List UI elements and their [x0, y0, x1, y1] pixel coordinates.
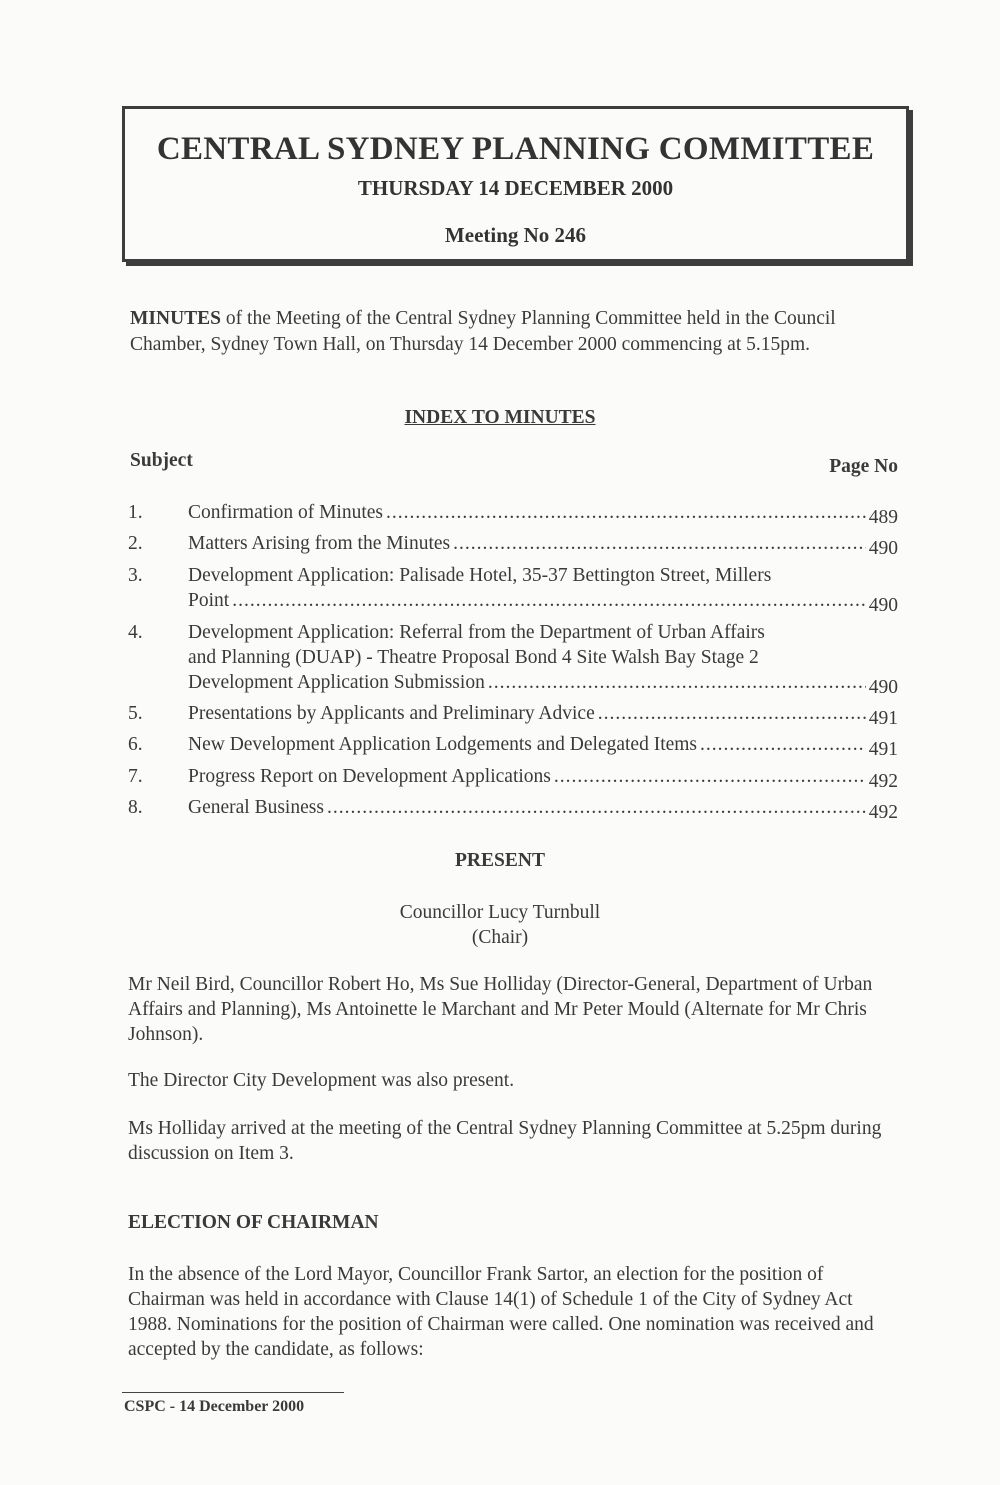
- intro-text: of the Meeting of the Central Sydney Planning Committee held in the Council Chamber, Sydney Town Hall, on Thursday 14 December 2000 commencing at 5.15pm.: [130, 308, 836, 355]
- index-item: [128, 701, 898, 729]
- index-item-page: 490: [868, 595, 898, 616]
- document-title: CENTRAL SYDNEY PLANNING COMMITTEE: [156, 131, 875, 167]
- index-heading-text: INDEX TO MINUTES: [404, 407, 596, 428]
- index-item-final-line: [188, 588, 898, 616]
- index-item-label: Presentations by Applicants and Preliminary Advice: [188, 703, 595, 724]
- index-item-page: 492: [868, 771, 898, 792]
- dot-leader: [488, 670, 866, 695]
- dot-leader: [598, 701, 866, 726]
- index-item-page: 492: [868, 802, 898, 823]
- index-item: [128, 500, 898, 528]
- index-item-number: 5.: [128, 703, 143, 724]
- title-box: [122, 106, 909, 262]
- arrival-paragraph: Ms Holliday arrived at the meeting of the Central Sydney Planning Committee at 5.25pm during discussion on Item 3.: [128, 1118, 882, 1164]
- index-item-label: Point: [188, 590, 230, 611]
- index-item-text: [188, 764, 898, 792]
- index-item-page: 491: [868, 708, 898, 729]
- index-item-label: Confirmation of Minutes: [188, 502, 383, 523]
- index-item-label: New Development Application Lodgements and Delegated Items: [188, 734, 698, 755]
- index-item-line: Development Application: Palisade Hotel, 35-37 Bettington Street, Millers: [188, 565, 772, 586]
- index-item-number: 7.: [128, 766, 143, 787]
- meeting-date: THURSDAY 14 DECEMBER 2000: [357, 176, 674, 200]
- index-item-page: 490: [868, 677, 898, 698]
- index-item-label: Matters Arising from the Minutes: [188, 533, 451, 554]
- index-item: [128, 563, 898, 616]
- index-item-final-line: [188, 531, 898, 559]
- index-item-label: Progress Report on Development Applications: [188, 766, 551, 787]
- index-item-number: 3.: [128, 565, 143, 586]
- members-paragraph: Mr Neil Bird, Councillor Robert Ho, Ms Sue Holliday (Director-General, Department of Urban Affairs and Planning), Ms Antoinette le Marchant and Mr Peter Mould (Alternate for Mr Chris Johnson).: [128, 974, 873, 1045]
- index-item-page: 491: [868, 739, 898, 760]
- index-item: [128, 620, 898, 698]
- present-heading: PRESENT: [455, 850, 545, 871]
- index-item-number: 6.: [128, 734, 143, 755]
- index-item-label: Development Application Submission: [188, 672, 485, 693]
- index-heading: [0, 407, 1000, 429]
- index-item-line: and Planning (DUAP) - Theatre Proposal Bond 4 Site Walsh Bay Stage 2: [188, 647, 759, 668]
- subject-label: Subject: [130, 450, 193, 471]
- dot-leader: [554, 764, 866, 789]
- index-item-final-line: [188, 670, 898, 698]
- chair-role: (Chair): [471, 927, 529, 948]
- index-item-final-line: [188, 500, 898, 528]
- index-item-text: [188, 795, 898, 823]
- index-item-label: General Business: [188, 797, 324, 818]
- index-item-text: [188, 531, 898, 559]
- index-item-line: Development Application: Referral from the Department of Urban Affairs: [188, 622, 765, 643]
- index-item-text: [188, 500, 898, 528]
- page-no-label: Page No: [829, 456, 898, 477]
- index-item-final-line: [188, 795, 898, 823]
- dot-leader: [700, 732, 866, 757]
- election-paragraph: In the absence of the Lord Mayor, Councillor Frank Sartor, an election for the position of Chairman was held in accordance with Clause 14(1) of Schedule 1 of the City of Sydney Act 1988. Nominations for the position of Chairman were called. One nomination was received and accepted by the candidate, as follows:: [128, 1264, 874, 1360]
- index-item-text: [188, 563, 898, 616]
- dot-leader: [327, 795, 866, 820]
- dot-leader: [453, 531, 866, 556]
- index-item-final-line: [188, 732, 898, 760]
- index-item-number: 2.: [128, 533, 143, 554]
- dot-leader: [232, 588, 866, 613]
- index-item-text: [188, 732, 898, 760]
- chair-block: [345, 900, 655, 950]
- index-item-page: 490: [868, 538, 898, 559]
- index-item-text: [188, 701, 898, 729]
- index-item-page: 489: [868, 507, 898, 528]
- index-item: [128, 531, 898, 559]
- index-item-number: 1.: [128, 502, 143, 523]
- footer-text: CSPC - 14 December 2000: [124, 1398, 305, 1415]
- index-item-final-line: [188, 764, 898, 792]
- index-item-text: [188, 620, 898, 698]
- election-heading: ELECTION OF CHAIRMAN: [128, 1212, 379, 1233]
- footer-rule: [122, 1392, 344, 1393]
- index-item-number: 8.: [128, 797, 143, 818]
- index-item: [128, 732, 898, 760]
- index-item-final-line: [188, 701, 898, 729]
- dot-leader: [386, 500, 866, 525]
- intro-lead: MINUTES: [130, 308, 222, 329]
- index-item: [128, 795, 898, 823]
- index-item-number: 4.: [128, 622, 143, 643]
- index-item: [128, 764, 898, 792]
- director-paragraph: The Director City Development was also present.: [128, 1070, 515, 1091]
- meeting-number: Meeting No 246: [444, 223, 587, 247]
- chair-name: Councillor Lucy Turnbull: [399, 902, 601, 923]
- intro-paragraph: [130, 306, 910, 358]
